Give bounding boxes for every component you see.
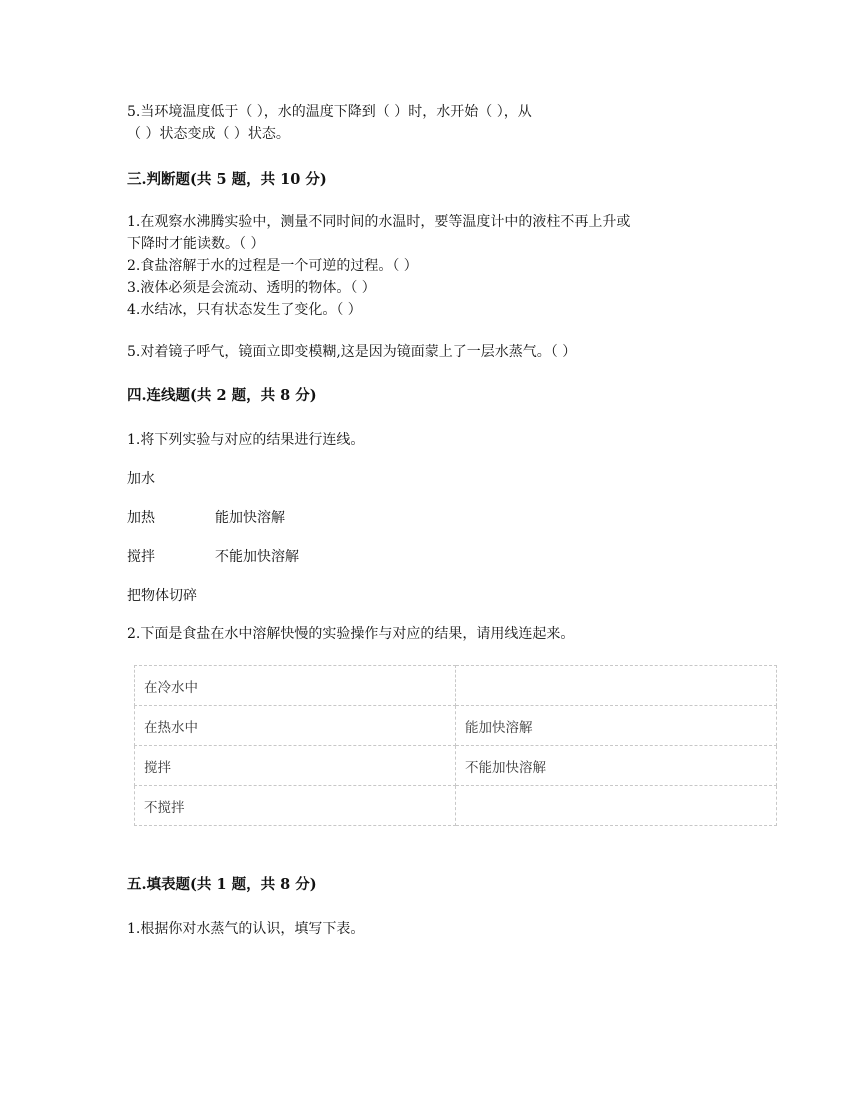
table-cell-result: 能加快溶解 <box>456 706 777 746</box>
match-left-item: 搅拌 <box>127 549 155 565</box>
section-4-heading: 四.连线题(共 2 题，共 8 分) <box>127 387 317 404</box>
judge-q2: 2.食盐溶解于水的过程是一个可逆的过程。（ ） <box>127 258 418 274</box>
match-q1: 1.将下列实验与对应的结果进行连线。 <box>127 432 365 448</box>
judge-q4: 4.水结冰，只有状态发生了变化。（ ） <box>127 302 362 318</box>
judge-q5: 5.对着镜子呼气，镜面立即变模糊,这是因为镜面蒙上了一层水蒸气。（ ） <box>127 344 577 360</box>
matching-table <box>134 665 777 826</box>
match-row <box>127 547 299 567</box>
table-cell-operation: 不搅拌 <box>135 786 456 826</box>
table-cell-operation: 搅拌 <box>135 746 456 786</box>
section-5-heading: 五.填表题(共 1 题，共 8 分) <box>127 876 317 893</box>
question-5-line-2: （ ）状态变成（ ）状态。 <box>127 126 290 142</box>
question-5-line-1: 5.当环境温度低于（ ），水的温度下降到（ ）时，水开始（ ），从 <box>127 104 532 120</box>
section-3-heading: 三.判断题(共 5 题，共 10 分) <box>127 171 327 188</box>
match-q2: 2.下面是食盐在水中溶解快慢的实验操作与对应的结果，请用线连起来。 <box>127 626 575 642</box>
table-cell-operation: 在冷水中 <box>135 666 456 706</box>
match-left-item: 加热 <box>127 510 155 526</box>
judge-q3: 3.液体必须是会流动、透明的物体。（ ） <box>127 280 376 296</box>
match-left-item: 加水 <box>127 471 155 487</box>
table-row <box>135 666 777 706</box>
table-row <box>135 786 777 826</box>
table-row <box>135 706 777 746</box>
table-cell-operation: 在热水中 <box>135 706 456 746</box>
table-cell-result <box>456 666 777 706</box>
judge-q1-line-2: 下降时才能读数。（ ） <box>127 236 265 252</box>
fill-table-q1: 1.根据你对水蒸气的认识，填写下表。 <box>127 921 365 937</box>
match-row <box>127 586 197 606</box>
match-row <box>127 469 155 489</box>
match-right-item: 能加快溶解 <box>215 510 285 526</box>
judge-q1-line-1: 1.在观察水沸腾实验中，测量不同时间的水温时，要等温度计中的液柱不再上升或 <box>127 214 631 230</box>
match-row <box>127 508 285 528</box>
matching-table-grid <box>134 665 777 826</box>
table-cell-result <box>456 786 777 826</box>
match-left-item: 把物体切碎 <box>127 588 197 604</box>
table-row <box>135 746 777 786</box>
match-right-item: 不能加快溶解 <box>215 549 299 565</box>
table-cell-result: 不能加快溶解 <box>456 746 777 786</box>
